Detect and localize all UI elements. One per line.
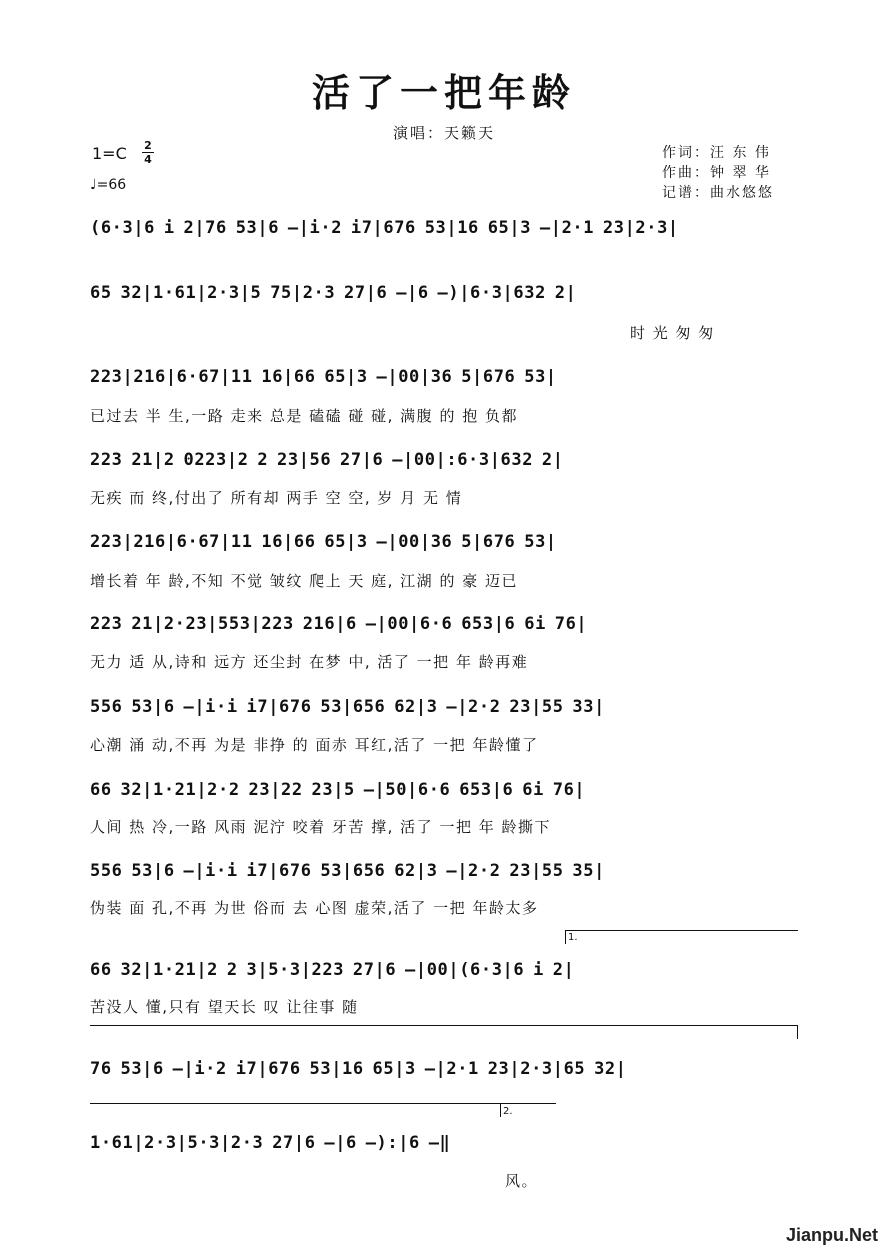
lyric-line-9: 伪装 面 孔,不再 为世 俗而 去 心图 虚荣,活了 一把 年龄太多: [90, 899, 539, 917]
watermark: Jianpu.Net: [785, 1225, 878, 1245]
notation-line-2: 65 32|1·61|2·3|5 75|2·3 27|6 –|6 –)|6·3|632 2|: [90, 283, 577, 303]
notation-line-6: 223 21|2·23|553|223 216|6 –|00|6·6 653|6 6i 76|: [90, 614, 588, 634]
volta-1-label: 1.: [568, 932, 578, 943]
transcriber: 记谱：曲水悠悠: [662, 185, 774, 201]
notation-line-10: 66 32|1·21|2 2 3|5·3|223 27|6 –|00|(6·3|6 i 2|: [90, 960, 575, 980]
tempo: ♩=66: [90, 177, 127, 193]
time-signature-bottom: 4: [144, 153, 152, 166]
composer: 作曲：钟 翠 华: [662, 165, 771, 181]
notation-line-8: 66 32|1·21|2·2 23|22 23|5 –|50|6·6 653|6 6i 76|: [90, 780, 586, 800]
lyric-line-3: 已过去 半 生,一路 走来 总是 磕磕 碰 碰, 满腹 的 抱 负都: [90, 407, 518, 425]
notation-line-5: 223|216|6·67|11 16|66 65|3 –|00|36 5|676 53|: [90, 532, 557, 552]
lyricist: 作词：汪 东 伟: [662, 145, 771, 161]
notation-line-12: 1·61|2·3|5·3|2·3 27|6 –|6 –):|6 –‖: [90, 1133, 451, 1153]
performer: 演唱：天籁天: [392, 124, 495, 142]
credits: [662, 143, 774, 203]
notation-line-9: 556 53|6 –|i·i i7|676 53|656 62|3 –|2·2 23|55 35|: [90, 861, 605, 881]
notation-line-1: (6·3|6 i 2|76 53|6 –|i·2 i7|676 53|16 65|3 –|2·1 23|2·3|: [90, 218, 679, 238]
notation-line-11: 76 53|6 –|i·2 i7|676 53|16 65|3 –|2·1 23|2·3|65 32|: [90, 1059, 627, 1079]
lyric-line-4: 无疾 而 终,付出了 所有却 两手 空 空, 岁 月 无 情: [90, 489, 463, 507]
song-title: 活了一把年龄: [311, 70, 576, 115]
notation-line-4: 223 21|2 0223|2 2 23|56 27|6 –|00|:6·3|632 2|: [90, 450, 564, 470]
lyric-line-10: 苦没人 懂,只有 望天长 叹 让往事 随: [90, 998, 359, 1016]
lyric-line-6: 无力 适 从,诗和 远方 还尘封 在梦 中, 活了 一把 年 龄再难: [90, 653, 529, 671]
lyric-line-7: 心潮 涌 动,不再 为是 非挣 的 面赤 耳红,活了 一把 年龄懂了: [90, 736, 539, 754]
notation-line-7: 556 53|6 –|i·i i7|676 53|656 62|3 –|2·2 23|55 33|: [90, 697, 605, 717]
time-signature: [142, 140, 154, 165]
lyric-line-2: 时 光 匆 匆: [630, 324, 715, 342]
lyric-line-8: 人间 热 冷,一路 风雨 泥泞 咬着 牙苦 撑, 活了 一把 年 龄撕下: [90, 818, 551, 836]
lyric-line-5: 增长着 年 龄,不知 不觉 皱纹 爬上 天 庭, 江湖 的 豪 迈已: [90, 572, 518, 590]
key-signature: 1=C: [92, 144, 127, 163]
time-signature-top: 2: [144, 139, 152, 152]
notation-line-3: 223|216|6·67|11 16|66 65|3 –|00|36 5|676 53|: [90, 367, 557, 387]
volta-2-label: 2.: [503, 1106, 513, 1117]
lyric-line-12: 风。: [505, 1172, 539, 1190]
